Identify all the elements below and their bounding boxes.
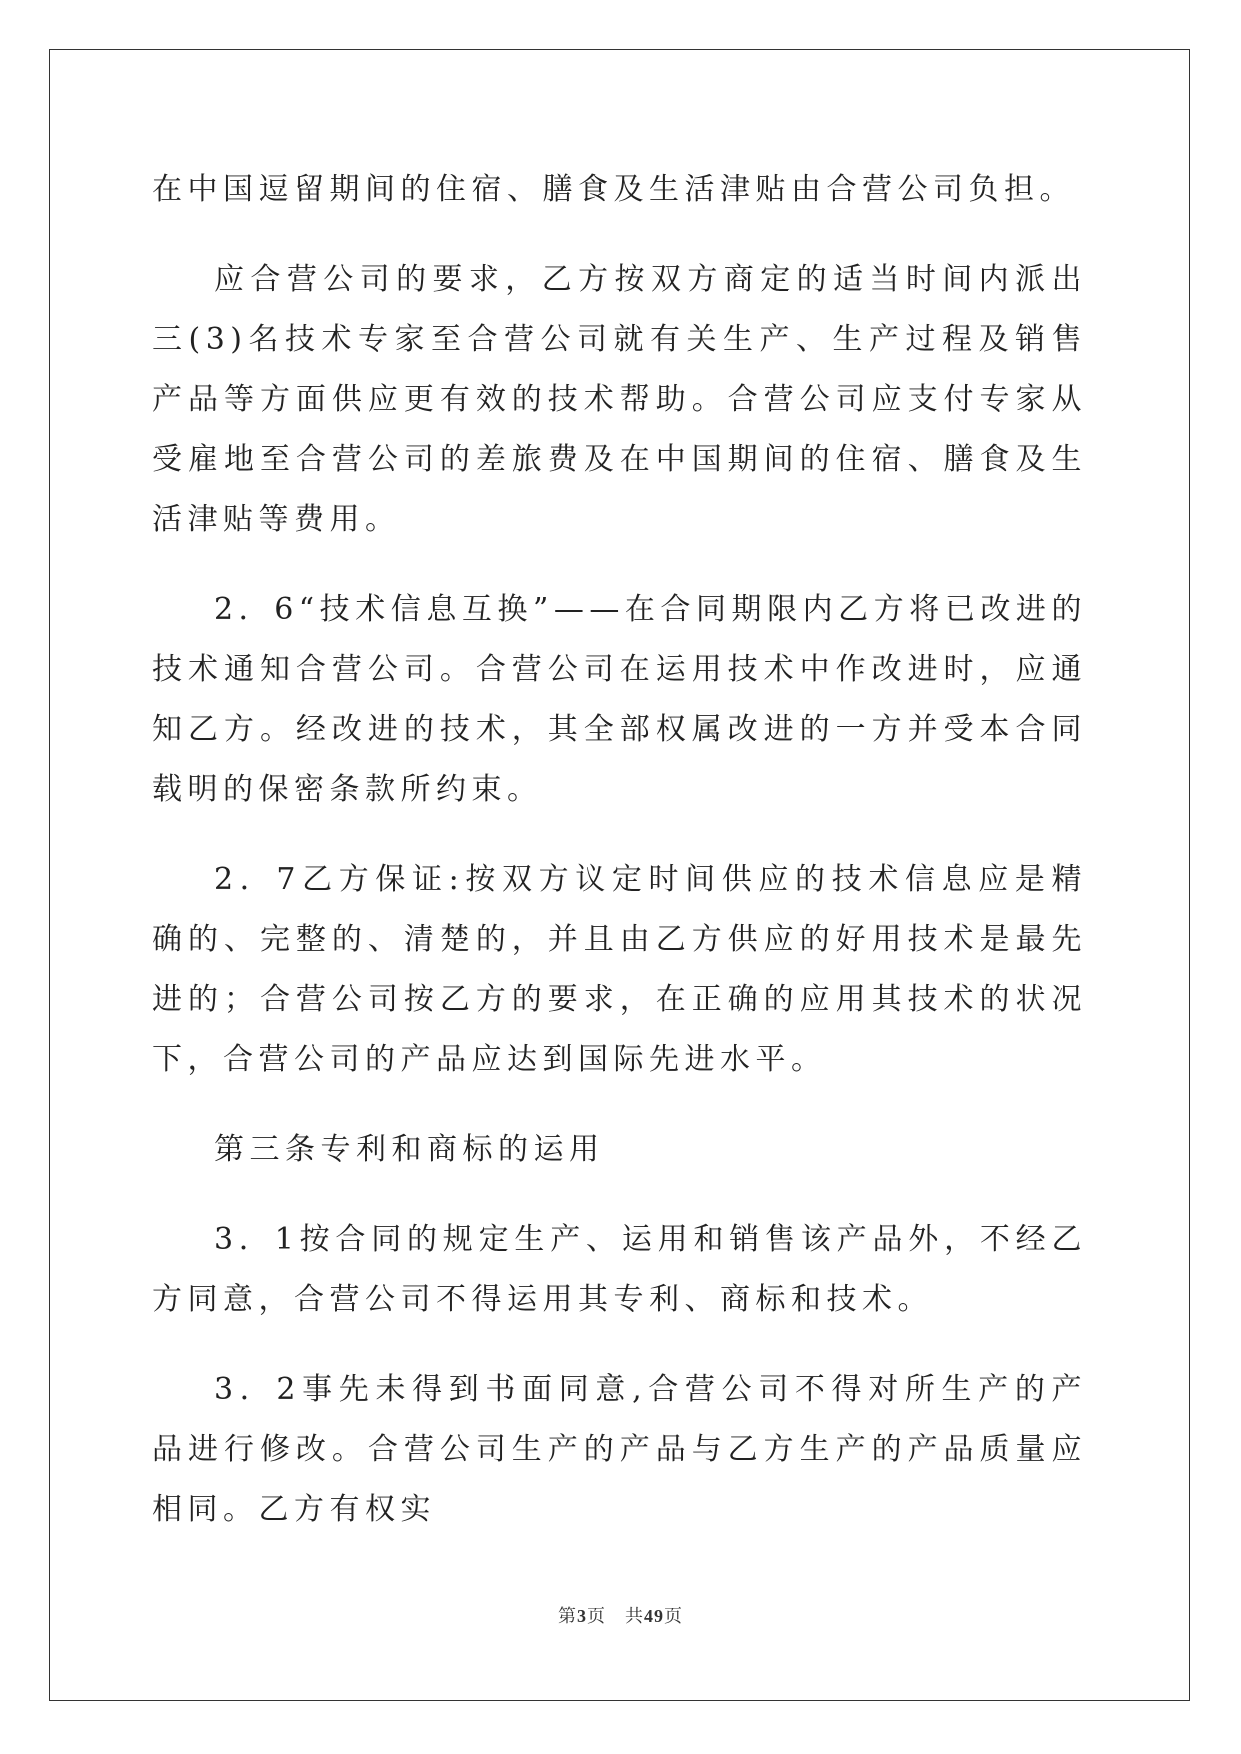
paragraph-3-2: 3．2事先未得到书面同意,合营公司不得对所生产的产品进行修改。合营公司生产的产品与乙方生产的产品质量应相同。乙方有权实 (152, 1372, 1087, 1527)
total-page-count: 49 (644, 1606, 664, 1626)
article-3-heading: 第三条专利和商标的运用 (214, 1132, 605, 1167)
paragraph-2-7: 2．7乙方保证:按双方议定时间供应的技术信息应是精确的、完整的、清楚的，并且由乙方供应的好用技术是最先进的；合营公司按乙方的要求，在正确的应用其技术的状况下，合营公司的产品应达到国际先进水平。 (152, 862, 1087, 1077)
document-body (152, 160, 1087, 1570)
page-footer (0, 1602, 1241, 1628)
paragraph-expert-dispatch: 应合营公司的要求，乙方按双方商定的适当时间内派出三(3)名技术专家至合营公司就有关生产、生产过程及销售产品等方面供应更有效的技术帮助。合营公司应支付专家从受雇地至合营公司的差旅费及在中国期间的住宿、膳食及生活津贴等费用。 (152, 262, 1087, 537)
paragraph-3-1: 3．1按合同的规定生产、运用和销售该产品外，不经乙方同意，合营公司不得运用其专利、商标和技术。 (152, 1222, 1087, 1317)
footer-suffix: 页 (664, 1606, 683, 1627)
paragraph-continuation: 在中国逗留期间的住宿、膳食及生活津贴由合营公司负担。 (152, 172, 1075, 207)
footer-middle: 页 共 (587, 1606, 644, 1627)
footer-prefix: 第 (558, 1606, 577, 1627)
paragraph-2-6: 2．6“技术信息互换”——在合同期限内乙方将已改进的技术通知合营公司。合营公司在运用技术中作改进时，应通知乙方。经改进的技术，其全部权属改进的一方并受本合同载明的保密条款所约束。 (152, 592, 1087, 807)
current-page-number: 3 (577, 1606, 587, 1626)
